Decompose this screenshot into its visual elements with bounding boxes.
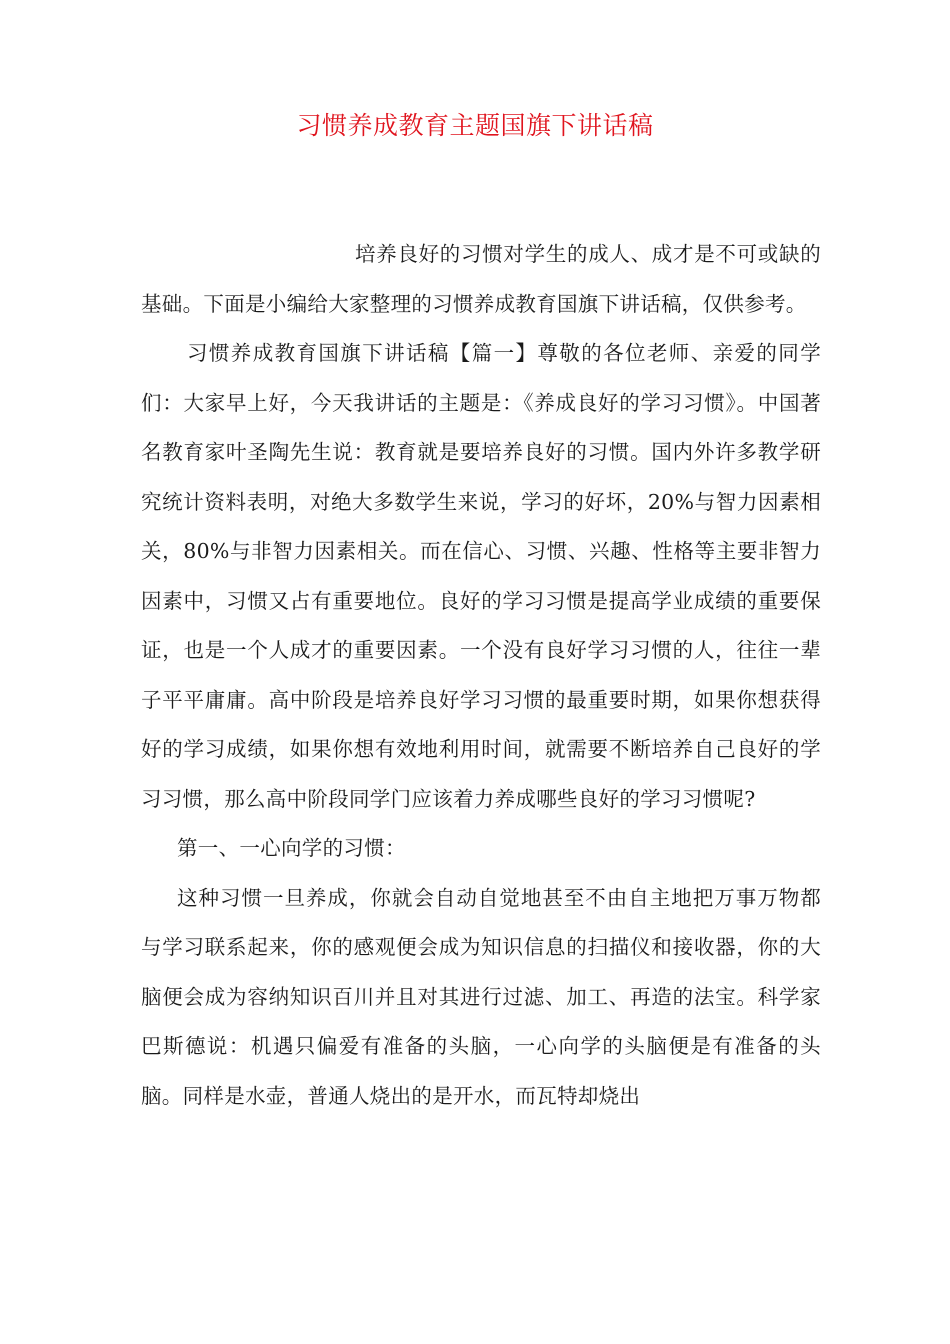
- intro-paragraph: 培养良好的习惯对学生的成人、成才是不可或缺的基础。下面是小编给大家整理的习惯养成教育国旗下讲话稿，仅供参考。: [141, 242, 821, 316]
- document-title: 习惯养成教育主题国旗下讲话稿: [296, 111, 654, 140]
- body-paragraph: 这种习惯一旦养成，你就会自动自觉地甚至不由自主地把万事万物都与学习联系起来，你的感观便会成为知识信息的扫描仪和接收器，你的大脑便会成为容纳知识百川并且对其进行过滤、加工、再造的法宝。科学家巴斯德说：机遇只偏爱有准备的头脑，一心向学的头脑便是有准备的头脑。同样是水壶，普通人烧出的是开水，而瓦特却烧出: [141, 885, 821, 1108]
- speech-paragraph: 习惯养成教育国旗下讲话稿【篇一】尊敬的各位老师、亲爱的同学们：大家早上好，今天我讲话的主题是：《养成良好的学习习惯》。中国著名教育家叶圣陶先生说：教育就是要培养良好的习惯。国内外许多教学研究统计资料表明，对绝大多数学生来说，学习的好坏，20%与智力因素相关，80%与非智力因素相关。而在信心、习惯、兴趣、性格等主要非智力因素中，习惯又占有重要地位。良好的学习习惯是提高学业成绩的重要保证，也是一个人成才的重要因素。一个没有良好学习习惯的人，往往一辈子平平庸庸。高中阶段是培养良好学习习惯的最重要时期，如果你想获得好的学习成绩，如果你想有效地利用时间，就需要不断培养自己良好的学习习惯，那么高中阶段同学门应该着力养成哪些良好的学习习惯呢?: [141, 341, 821, 811]
- section-heading: 第一、一心向学的习惯：: [177, 836, 406, 860]
- document-body: [141, 230, 821, 1121]
